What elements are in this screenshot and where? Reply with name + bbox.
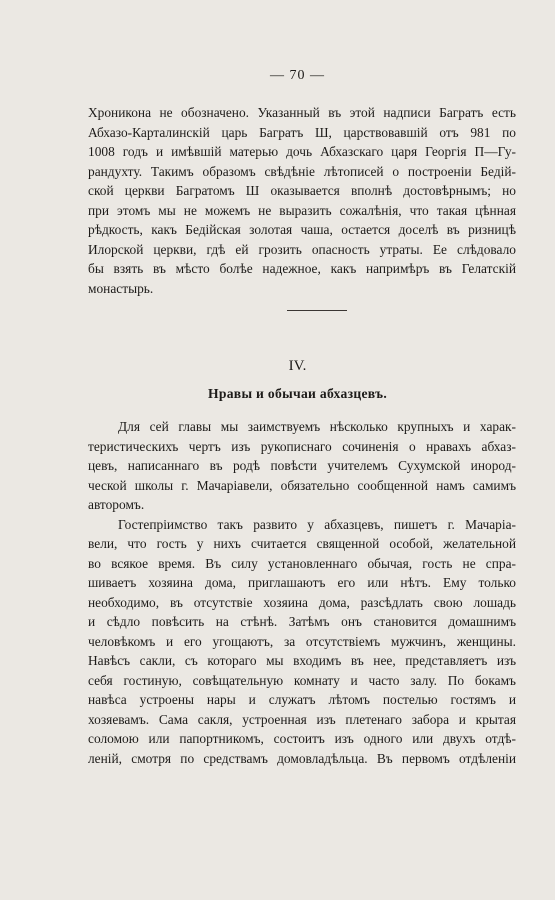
section-body [88, 417, 516, 768]
text-line: соломою или папортникомъ, состоитъ изъ одного или двухъ отдѣ- [88, 731, 516, 746]
text-line: вели, что гость у нихъ считается священной особой, желательной [88, 536, 516, 551]
text-line: монастырь. [88, 280, 154, 296]
text-line: цевъ, написаннаго въ родѣ повѣсти учителемъ Сухумской инород- [88, 458, 516, 473]
text-line: 1008 годъ и имѣвшій матерью дочь Абхазскаго царя Георгія П—Гу- [88, 144, 516, 159]
text-line: необходимо, въ отсутствіе хозяина дома, разсѣдлать свою лошадь [88, 594, 516, 610]
section-divider [287, 310, 347, 311]
text-line: бы взять въ мѣсто болѣе надежное, какъ напримѣръ въ Гелатскій [88, 261, 516, 276]
text-line: Для сей главы мы заимствуемъ нѣсколько крупныхъ и харак- [118, 419, 516, 434]
text-line: рѣдкость, какъ Бедійская золотая чаша, остается доселѣ въ ризницѣ [88, 222, 516, 237]
text-line: Абхазо-Карталинскій царь Багратъ Ш, царствовавшій отъ 981 по [88, 124, 516, 140]
text-line: рандухту. Такимъ образомъ свѣдѣніе лѣтописей о построеніи Бедій- [88, 163, 516, 179]
text-line: теристическихъ чертъ изъ рукописнаго сочиненія о нравахъ абхаз- [88, 438, 516, 454]
text-line: Навѣсъ сакли, съ котораго мы входимъ въ нее, представляетъ изъ [88, 653, 516, 668]
text-line: хозяевамъ. Сама сакля, устроенная изъ плетенаго забора и крытая [88, 711, 516, 727]
text-line: при этомъ мы не можемъ не выразить сожалѣнія, что такая цѣнная [88, 202, 516, 218]
section-title: Нравы и обычаи абхазцевъ. [207, 386, 388, 401]
text-line: во всякое время. Въ силу установленнаго обычая, гость не спра- [88, 555, 516, 571]
text-line: себя гостиную, совѣщательную комнату и часто залу. По бокамъ [88, 672, 516, 688]
text-line: Илорской церкви, гдѣ ей грозить опасность утраты. Ее слѣдовало [88, 241, 516, 257]
paragraph-chronicle [88, 103, 516, 298]
text-line: Гостепріимство такъ развито у абхазцевъ, пишетъ г. Мачаріа- [118, 516, 516, 532]
text-line: человѣкомъ и его угощаютъ, за отсутствіемъ мужчинъ, женщины. [88, 633, 516, 649]
text-line: ской церкви Багратомъ Ш оказывается вполнѣ достовѣрнымъ; но [88, 183, 516, 198]
text-line: и сѣдло повѣсить на стѣнѣ. Затѣмъ онъ становится домашнимъ [88, 614, 516, 629]
page-number: — 70 — [270, 68, 325, 83]
section-number: IV. [288, 358, 307, 374]
text-line: авторомъ. [88, 497, 145, 512]
text-line: шиваетъ хозяина дома, приглашаютъ его или нѣтъ. Ему только [88, 575, 516, 590]
text-line: навѣса устроены нары и служатъ лѣтомъ постелью гостямъ и [88, 692, 516, 707]
text-line: Хроникона не обозначено. Указанный въ этой надписи Багратъ есть [88, 105, 516, 120]
text-line: ческой школы г. Мачаріавели, обязательно сообщенной намъ самимъ [88, 477, 516, 493]
text-line: леній, смотря по средствамъ домовладѣльца. Въ первомъ отдѣленіи [88, 750, 516, 766]
